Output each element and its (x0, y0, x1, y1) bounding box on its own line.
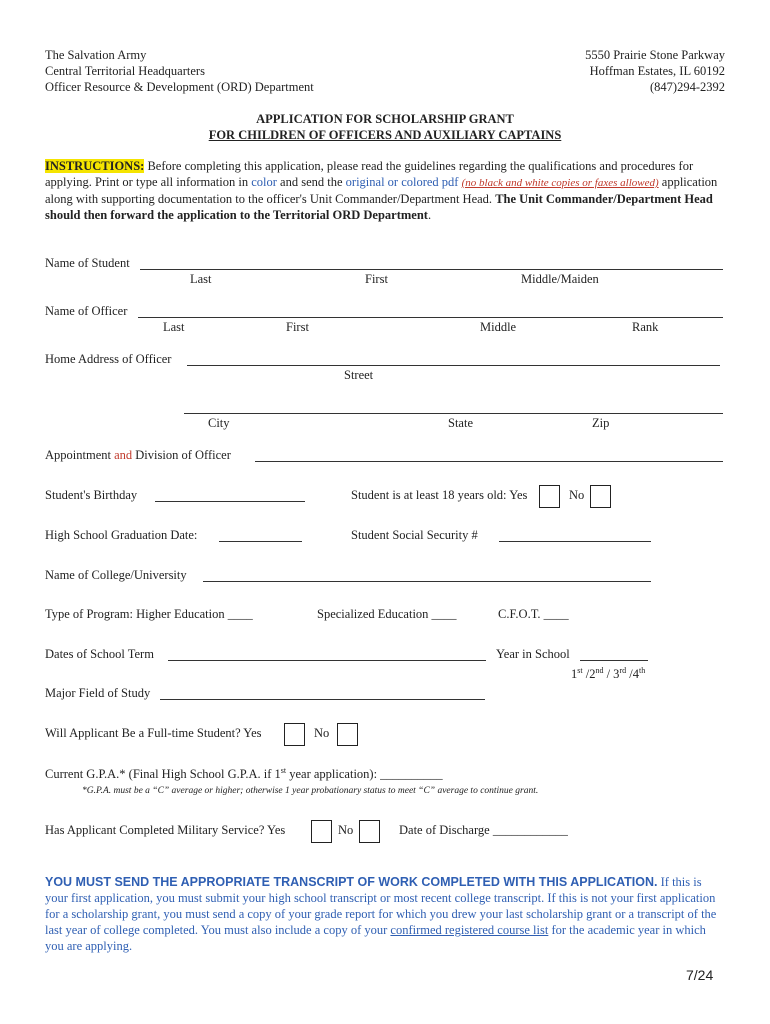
fulltime-no-checkbox[interactable] (337, 723, 358, 746)
instructions-text-3: application along with supporting documentation to the officer's Unit Commander/Department Head. (45, 175, 718, 206)
over18-label: Student is at least 18 years old: Yes (351, 488, 528, 502)
org-hq: Central Territorial Headquarters (45, 64, 205, 78)
gpa-field[interactable]: year application): __________ (286, 767, 443, 782)
over18-no-label: No (569, 488, 585, 502)
title-line-1: APPLICATION FOR SCHOLARSHIP GRANT (256, 112, 514, 126)
year-label: Year in School (496, 647, 570, 661)
officer-middle-label: Middle (480, 320, 517, 334)
officer-name-field[interactable] (138, 317, 723, 318)
title-line-2: FOR CHILDREN OF OFFICERS AND AUXILIARY CAPTAINS (208, 128, 562, 142)
street-label: Street (344, 368, 374, 382)
dates-label: Dates of School Term (45, 647, 154, 661)
appointment-field[interactable] (255, 461, 723, 462)
org-dept: Officer Resource & Development (ORD) Department (45, 80, 314, 94)
appointment-text: Appointment (45, 448, 115, 462)
page-number: 7/24 (686, 967, 714, 983)
instructions-text: Before completing this application, please read the guidelines regarding the qualifications and procedures for applying. Print or type all information in (45, 159, 694, 189)
appointment-and: and (114, 448, 133, 462)
hs-grad-label: High School Graduation Date: (45, 528, 198, 542)
year-options (571, 666, 645, 682)
transcript-notice (45, 874, 725, 954)
instructions-bold: The Unit Commander/Department Head should then forward the application to the Territorial ORD Department (45, 192, 713, 222)
zip-label: Zip (592, 416, 610, 430)
gpa-sup: st (280, 766, 287, 775)
address-city: Hoffman Estates, IL 60192 (589, 64, 725, 78)
transcript-notice-end: for the academic year in which you are applying. (45, 923, 706, 953)
student-last-label: Last (190, 272, 212, 286)
student-first-label: First (365, 272, 388, 286)
student-middle-label: Middle/Maiden (521, 272, 599, 286)
address-street: 5550 Prairie Stone Parkway (585, 48, 725, 62)
instructions (45, 158, 725, 223)
year-4-sup: th (638, 666, 646, 675)
appointment-label (45, 448, 231, 463)
header-right (585, 47, 725, 95)
transcript-notice-caps: YOU MUST SEND THE APPROPRIATE TRANSCRIPT OF WORK COMPLETED WITH THIS APPLICATION. (45, 875, 658, 889)
over18-yes-checkbox[interactable] (539, 485, 560, 508)
transcript-notice-text: If this is your first application, you must submit your high school transcript or most recent college transcript. If this is not your first application for a scholarship grant, you must send a copy of your grade report for which you drew your last scholarship grant or a transcript of the last year of college completed. You must also include a copy of your (45, 875, 717, 937)
header-left (45, 47, 314, 95)
org-name: The Salvation Army (45, 48, 147, 62)
gpa-note: *G.P.A. must be a “C” average or higher; otherwise 1 year probationary status to meet “C” average to continue grant. (82, 786, 539, 796)
state-label: State (448, 416, 473, 430)
officer-rank-label: Rank (632, 320, 659, 334)
year-field[interactable] (580, 660, 648, 661)
officer-last-label: Last (163, 320, 185, 334)
city-label: City (208, 416, 230, 430)
instructions-original: original or colored pdf (345, 175, 459, 189)
year-1: 1 (571, 667, 578, 682)
home-address-label: Home Address of Officer (45, 352, 172, 366)
military-label: Has Applicant Completed Military Service? Yes (45, 823, 286, 837)
course-list-link[interactable]: confirmed registered course list (390, 923, 549, 937)
major-label: Major Field of Study (45, 686, 151, 700)
major-field[interactable] (160, 699, 485, 700)
program-label[interactable]: Type of Program: Higher Education ____ (45, 607, 253, 621)
military-yes-checkbox[interactable] (311, 820, 332, 843)
home-address-street-field[interactable] (187, 365, 720, 366)
year-2: /2 (582, 667, 596, 682)
gpa-text: Current G.P.A.* (Final High School G.P.A. if 1 (45, 767, 281, 782)
instructions-label: INSTRUCTIONS: (45, 159, 145, 173)
fulltime-yes-checkbox[interactable] (284, 723, 305, 746)
appointment-division: Division of Officer (132, 448, 231, 462)
instructions-color: color (251, 175, 277, 189)
ssn-field[interactable] (499, 541, 651, 542)
discharge-label[interactable]: Date of Discharge ____________ (399, 823, 568, 837)
officer-name-label: Name of Officer (45, 304, 128, 318)
specialized-label[interactable]: Specialized Education ____ (317, 607, 457, 621)
cfot-label[interactable]: C.F.O.T. ____ (498, 607, 569, 621)
year-3-sup: rd (619, 666, 627, 675)
fulltime-label: Will Applicant Be a Full-time Student? Yes (45, 726, 262, 740)
phone: (847)294-2392 (650, 80, 725, 94)
page-title (0, 111, 770, 143)
fulltime-no-label: No (314, 726, 330, 740)
birthday-label: Student's Birthday (45, 488, 138, 502)
year-2-sup: nd (595, 666, 604, 675)
instructions-end: . (427, 208, 432, 222)
dates-field[interactable] (168, 660, 486, 661)
officer-first-label: First (286, 320, 309, 334)
college-field[interactable] (203, 581, 651, 582)
year-1-sup: st (577, 666, 583, 675)
year-4: /4 (626, 667, 639, 682)
home-address-city-field[interactable] (184, 413, 723, 414)
student-name-field[interactable] (140, 269, 723, 270)
military-no-checkbox[interactable] (359, 820, 380, 843)
college-label: Name of College/University (45, 568, 187, 582)
gpa-label (45, 766, 443, 782)
instructions-text-2: and send the (276, 175, 346, 189)
hs-grad-field[interactable] (219, 541, 302, 542)
instructions-no-copies: (no black and white copies or faxes allowed) (461, 177, 659, 189)
over18-no-checkbox[interactable] (590, 485, 611, 508)
year-3: / 3 (603, 667, 620, 682)
birthday-field[interactable] (155, 501, 305, 502)
ssn-label: Student Social Security # (351, 528, 478, 542)
student-name-label: Name of Student (45, 256, 130, 270)
military-no-label: No (338, 823, 354, 837)
